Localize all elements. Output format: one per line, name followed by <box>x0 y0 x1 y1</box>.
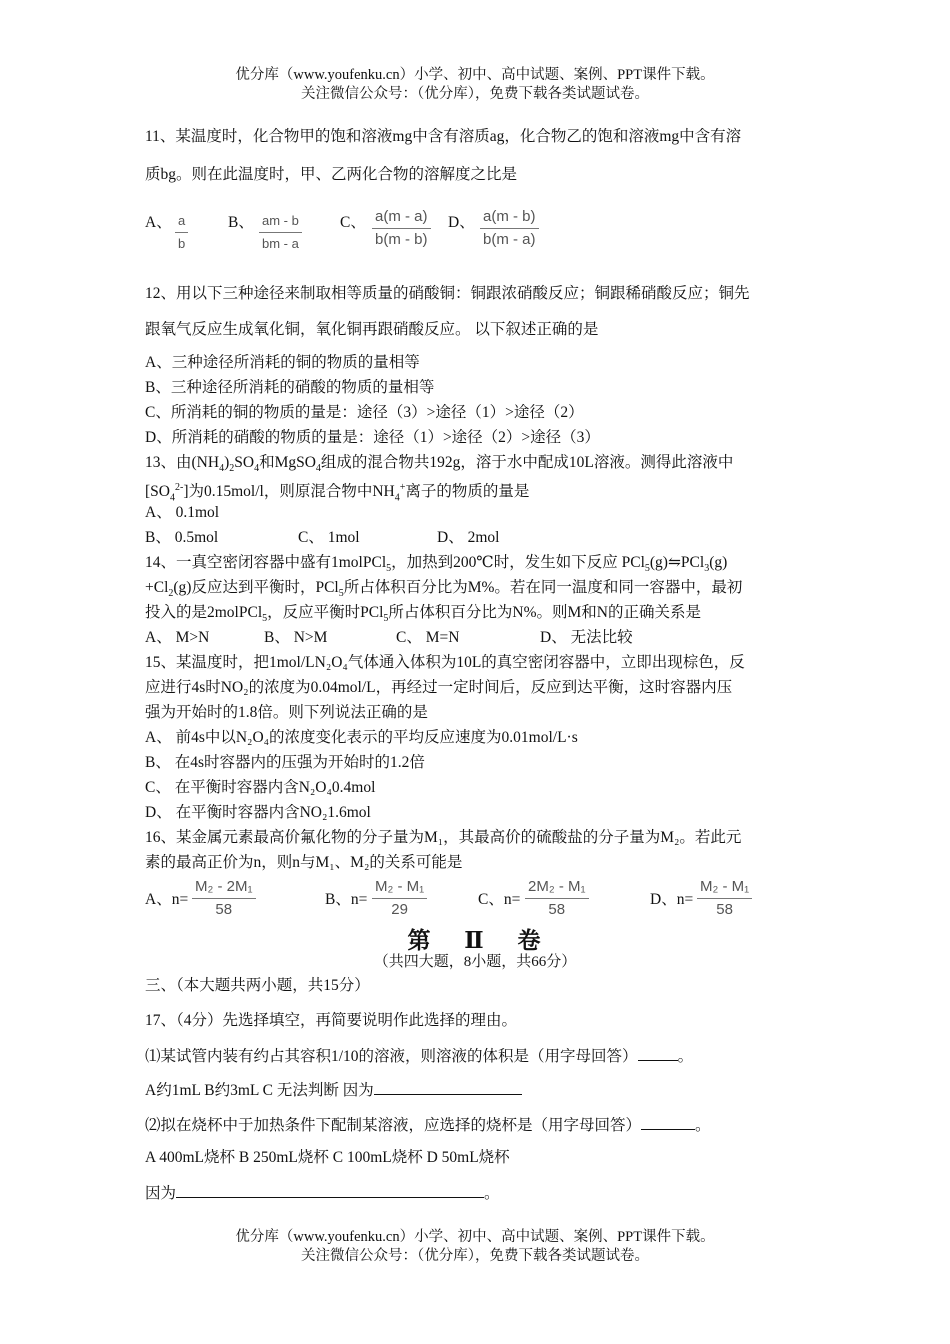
q16-option-b-label: B、n= <box>325 891 368 908</box>
q17-part-2-options: A 400mL烧杯 B 250mL烧杯 C 100mL烧杯 D 50mL烧杯 <box>145 1149 510 1166</box>
q16-option-c-fraction <box>525 878 589 919</box>
q17-part-1-text: ⑴某试管内装有约占其容积1/10的溶液，则溶液的体积是（用字母回答） <box>145 1048 638 1065</box>
q13-option-d: D、 2mol <box>437 529 500 546</box>
answer-blank[interactable] <box>638 1044 678 1061</box>
q14-option-d: D、 无法比较 <box>540 629 633 646</box>
reason-blank[interactable] <box>176 1181 484 1198</box>
q17-text: 17、（4分）先选择填空，再简要说明作此选择的理由。 <box>145 1012 518 1029</box>
fraction-denominator: 29 <box>391 901 408 918</box>
reason-blank[interactable] <box>374 1078 522 1095</box>
q15-option-a: A、 前4s中以N₂O₄的浓度变化表示的平均反应速度为0.01mol/L·s <box>145 729 578 746</box>
q16-text-1: 16、某金属元素最高价氟化物的分子量为M₁，其最高价的硫酸盐的分子量为M₂。若此元 <box>145 829 742 846</box>
answer-blank[interactable] <box>641 1113 695 1130</box>
q16-option-b-fraction <box>372 878 427 919</box>
section-three-heading: 三、（本大题共两小题，共15分） <box>145 977 370 994</box>
fraction-numerator: 2M₂ - M₁ <box>525 878 589 899</box>
q12-option-d: D、所消耗的硝酸的物质的量是：途径（1）>途径（2）>途径（3） <box>145 429 600 446</box>
q17-part-2 <box>145 1113 711 1137</box>
q17-part-1-options <box>145 1078 522 1102</box>
title-word-2: Ⅱ <box>464 928 486 953</box>
fraction-denominator: 58 <box>548 901 566 918</box>
fraction-numerator: am - b <box>259 212 302 233</box>
fraction-numerator: M₂ - M₁ <box>697 878 752 899</box>
q16-text-2: 素的最高正价为n，则n与M₁、M₂的关系可能是 <box>145 854 463 871</box>
q14-text-2: $+Cl_2(g)$反应达到平衡时，PCl$_5$所占体积百分比为M%。若在同一温度和同一容器中，最初 <box>145 579 743 600</box>
q13-option-c: C、 1mol <box>298 529 360 546</box>
q14-text-3: 投入的是2molPCl$_5$，反应平衡时PCl$_5$所占体积百分比为N%。则M和N的正确关系是 <box>145 604 701 625</box>
fraction-numerator: M₂ - M₁ <box>372 878 427 899</box>
fraction-numerator: a(m - b) <box>480 208 539 229</box>
q14-option-b: B、 N>M <box>264 629 328 646</box>
q15-text-1: 15、某温度时，把1mol/LN₂O₄气体通入体积为10L的真空密闭容器中，立即出现棕色，反 <box>145 654 745 671</box>
q12-option-a: A、三种途径所消耗的铜的物质的量相等 <box>145 354 420 371</box>
fraction-denominator: 58 <box>716 901 733 918</box>
page-header <box>0 66 950 104</box>
fraction-denominator: 58 <box>215 901 233 918</box>
q17-reason-line <box>145 1181 500 1205</box>
q11-option-a-label: A、 <box>145 214 172 231</box>
title-word-3: 卷 <box>517 928 543 953</box>
q11-text-2: 质bg。则在此温度时，甲、乙两化合物的溶解度之比是 <box>145 166 518 183</box>
q16-option-a-fraction <box>192 878 256 919</box>
q13-option-b: B、 0.5mol <box>145 529 219 546</box>
q15-text-3: 强为开始时的1.8倍。则下列说法正确的是 <box>145 704 428 721</box>
q15-option-d: D、 在平衡时容器内含NO₂1.6mol <box>145 804 371 821</box>
q16-option-d-label: D、n= <box>650 891 694 908</box>
fraction-denominator: b(m - a) <box>483 231 536 248</box>
q14-text-1: 14、一真空密闭容器中盛有1molPCl$_5$，加热到200℃时，发生如下反应 PCl$_5$(g)⇋PCl$_3$(g) <box>145 554 728 575</box>
q11-option-a-fraction <box>175 212 188 253</box>
header-line-1: 优分库（www.youfenku.cn）小学、初中、高中试题、案例、PPT课件下载。 <box>235 67 715 83</box>
footer-line-2: 关注微信公众号：（优分库），免费下载各类试题试卷。 <box>301 1248 649 1264</box>
q17-part-1 <box>145 1044 693 1068</box>
fraction-numerator: a(m - a) <box>372 208 431 229</box>
fraction-denominator: b <box>178 236 186 251</box>
q17-part-2-text: ⑵拟在烧杯中于加热条件下配制某溶液，应选择的烧杯是（用字母回答） <box>145 1117 642 1134</box>
period: 。 <box>484 1185 500 1202</box>
q16-option-d-fraction <box>697 878 752 919</box>
fraction-numerator: M₂ - 2M₁ <box>192 878 256 899</box>
q11-option-d-fraction <box>480 208 539 249</box>
q15-text-2: 应进行4s时NO₂的浓度为0.04mol/L，再经过一定时间后，反应到达平衡，这时容器内压 <box>145 679 733 696</box>
q11-option-b-fraction <box>259 212 302 253</box>
q12-option-c: C、所消耗的铜的物质的量是：途径（3）>途径（1）>途径（2） <box>145 404 584 421</box>
fraction-denominator: bm - a <box>262 236 299 251</box>
q12-option-b: B、三种途径所消耗的硝酸的物质的量相等 <box>145 379 435 396</box>
q13-text-1: 13、由$(NH_4)_2SO_4$和MgSO$_4$组成的混合物共192g，溶于水中配成10L溶液。测得此溶液中 <box>145 454 734 475</box>
q13-option-a: A、 0.1mol <box>145 504 220 521</box>
q11-option-c-label: C、 <box>340 214 366 231</box>
q13-text-2: $[SO_4^{2-}]$为0.15mol/l，则原混合物中$NH_4^+$离子的物质的量是 <box>145 482 530 504</box>
q16-option-a-label: A、n= <box>145 891 189 908</box>
fraction-numerator: a <box>175 212 188 233</box>
page-footer <box>0 1228 950 1266</box>
q16-option-c-label: C、n= <box>478 891 521 908</box>
q12-text-2: 跟氧气反应生成氧化铜，氧化铜再跟硝酸反应。 以下叙述正确的是 <box>145 321 599 338</box>
period: 。 <box>677 1048 694 1065</box>
period: 。 <box>695 1117 711 1134</box>
header-line-2: 关注微信公众号：（优分库），免费下载各类试题试卷。 <box>301 86 649 102</box>
q11-option-d-label: D、 <box>448 214 475 231</box>
q14-option-c: C、 M=N <box>396 629 460 646</box>
reason-label: 因为 <box>145 1185 177 1202</box>
q11-option-c-fraction <box>372 208 431 249</box>
part-two-subtitle: （共四大题，8小题，共66分） <box>373 954 577 970</box>
title-word-1: 第 <box>407 928 433 953</box>
q15-option-b: B、 在4s时容器内的压强为开始时的1.2倍 <box>145 754 425 771</box>
q15-option-c: C、 在平衡时容器内含N₂O₄0.4mol <box>145 779 376 796</box>
fraction-denominator: b(m - b) <box>375 231 428 248</box>
q12-text-1: 12、用以下三种途径来制取相等质量的硝酸铜：铜跟浓硝酸反应；铜跟稀硝酸反应；铜先 <box>145 285 750 302</box>
q11-option-b-label: B、 <box>228 214 254 231</box>
q14-option-a: A、 M>N <box>145 629 210 646</box>
q17-part-1-options-text: A约1mL B约3mL C 无法判断 因为 <box>145 1082 374 1099</box>
q11-text-1: 11、某温度时，化合物甲的饱和溶液mg中含有溶质ag，化合物乙的饱和溶液mg中含有溶 <box>145 128 742 145</box>
footer-line-1: 优分库（www.youfenku.cn）小学、初中、高中试题、案例、PPT课件下载。 <box>235 1229 715 1245</box>
